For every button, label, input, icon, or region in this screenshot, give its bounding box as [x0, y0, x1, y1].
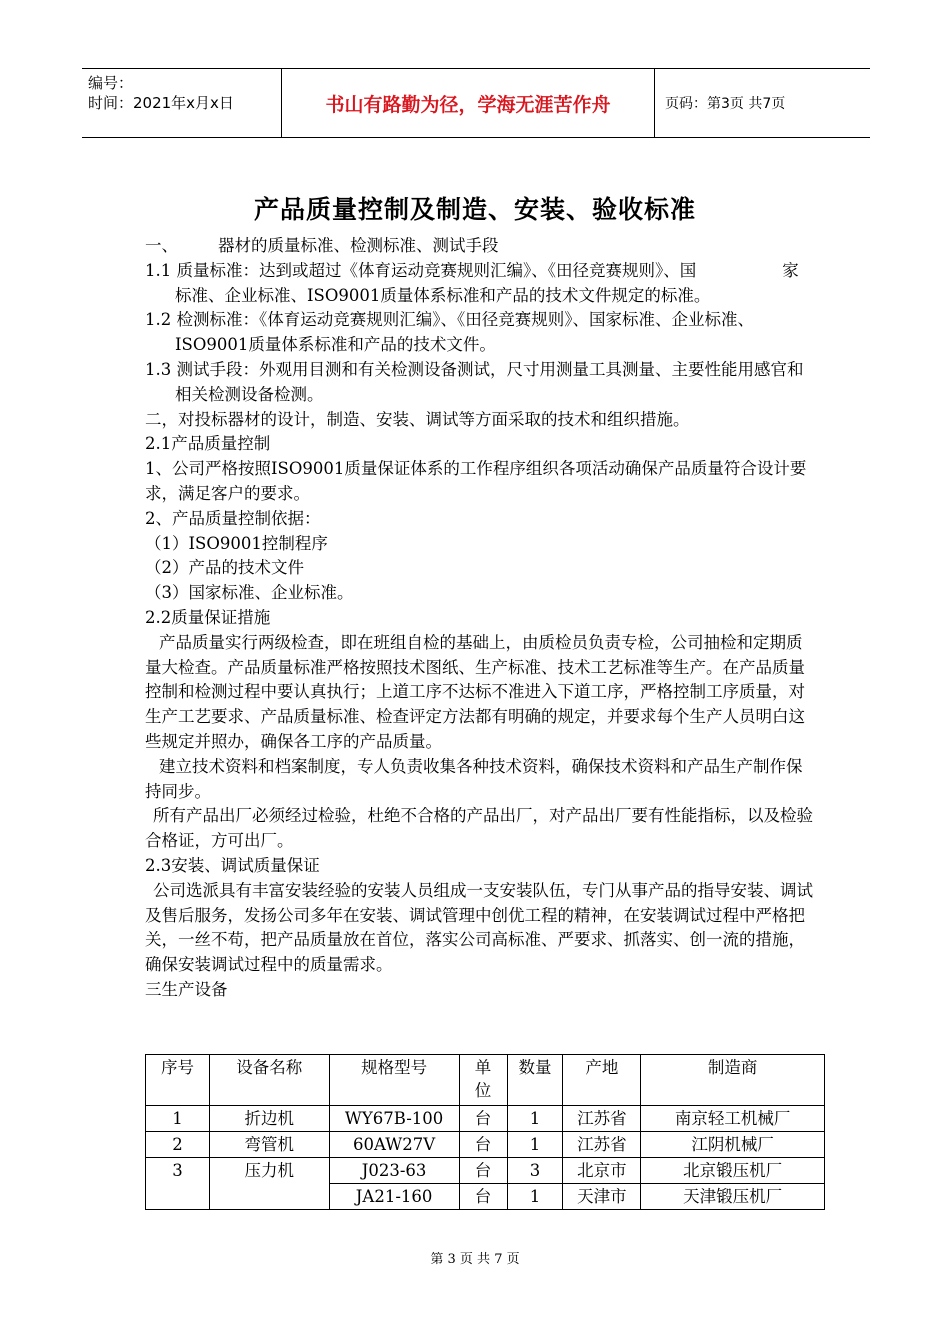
list-item: （3）国家标准、企业标准。: [145, 583, 354, 603]
equipment-table: [145, 1054, 825, 1210]
table-cell: 弯管机: [209, 1132, 329, 1158]
page-footer: 第 3 页 共 7 页: [430, 1252, 520, 1267]
paragraph-1-2: 1.2 检测标准：《体育运动竞赛规则汇编》、《田径竞赛规则》、国家标准、企业标准、ISO9001质量体系标准和产品的技术文件。: [145, 310, 754, 355]
subsection-2-1-heading: 2.1产品质量控制: [145, 434, 271, 454]
table-cell: 江苏省: [563, 1106, 641, 1132]
header-cell-maker: 制造商: [641, 1055, 825, 1106]
header-cell-model: 规格型号: [329, 1055, 459, 1106]
page-header: [82, 68, 870, 138]
section-1-heading: [145, 234, 813, 259]
paragraph-2-3-1: 公司选派具有丰富安装经验的安装人员组成一支安装队伍，专门从事产品的指导安装、调试及售后服务，发扬公司多年在安装、调试管理中创优工程的精神，在安装调试过程中严格把关，一丝不苟，把产品质量放在首位，落实公司高标准、严要求、抓落实、创一流的措施，确保安装调试过程中的质量需求。: [145, 880, 813, 975]
table-cell: 3: [146, 1158, 210, 1210]
table-header-row: [146, 1055, 825, 1106]
header-cell-quantity: 数量: [507, 1055, 563, 1106]
header-page-info: 页码：第3页 共7页: [665, 96, 786, 112]
paragraph-1-1: [145, 259, 813, 309]
paragraph-2-2-3: 所有产品出厂必须经过检验，杜绝不合格的产品出厂，对产品出厂要有性能指标，以及检验合格证，方可出厂。: [145, 806, 813, 851]
table-cell: 天津市: [563, 1184, 641, 1210]
table-cell: 60AW27V: [329, 1132, 459, 1158]
table-cell: 江苏省: [563, 1132, 641, 1158]
table-cell: 江阴机械厂: [641, 1132, 825, 1158]
table-row: [146, 1106, 825, 1132]
table-cell: JA21-160: [329, 1184, 459, 1210]
time-label: 时间：2021年x月x日: [88, 94, 234, 112]
table-cell: 台: [459, 1184, 507, 1210]
header-meta: [82, 69, 282, 137]
section-1-text: 器材的质量标准、检测标准、测试手段: [218, 236, 499, 255]
table-cell: 台: [459, 1132, 507, 1158]
table-cell: 南京轻工机械厂: [641, 1106, 825, 1132]
paragraph-1-1-part-b: 家标准、企业标准、ISO9001质量体系标准和产品的技术文件规定的标准。: [175, 260, 799, 305]
section-3-heading: 三生产设备: [145, 979, 228, 999]
paragraph-1-3: 1.3 测试手段：外观用目测和有关检测设备测试，尺寸用测量工具测量、主要性能用感官和相关检测设备检测。: [145, 359, 804, 404]
list-item: （1）ISO9001控制程序: [145, 533, 328, 553]
paragraph-2-2-2: 建立技术资料和档案制度，专人负责收集各种技术资料，确保技术资料和产品生产制作保持同步。: [145, 756, 803, 801]
header-cell-name: 设备名称: [209, 1055, 329, 1106]
paragraph-2-1-2: 2、产品质量控制依据：: [145, 508, 321, 528]
paragraph-2-1-1: 1、公司严格按照ISO9001质量保证体系的工作程序组织各项活动确保产品质量符合设计要求，满足客户的要求。: [145, 459, 807, 503]
list-item: （2）产品的技术文件: [145, 558, 304, 578]
table-cell: 台: [459, 1158, 507, 1184]
paragraph-2-2-1: 产品质量实行两级检查，即在班组自检的基础上，由质检员负责专检，公司抽检和定期质量大检查。产品质量标准严格按照技术图纸、生产标准、技术工艺标准等生产。在产品质量控制和检测过程中要认真执行；上道工序不达标不准进入下道工序，严格控制工序质量，对生产工艺要求、产品质量标准、检查评定方法都有明确的规定，并要求每个生产人员明白这些规定并照办，确保各工序的产品质量。: [145, 632, 805, 751]
table-cell: WY67B-100: [329, 1106, 459, 1132]
table-cell: 北京市: [563, 1158, 641, 1184]
header-cell-unit: 单位: [459, 1055, 507, 1106]
paragraph-1-1-part-a: 1.1 质量标准：达到或超过《体育运动竞赛规则汇编》、《田径竞赛规则》、国: [145, 260, 697, 280]
table-cell: 3: [507, 1158, 563, 1184]
table-cell: 北京锻压机厂: [641, 1158, 825, 1184]
header-cell-origin: 产地: [563, 1055, 641, 1106]
table-cell: J023-63: [329, 1158, 459, 1184]
table-cell: 台: [459, 1106, 507, 1132]
table-cell: 天津锻压机厂: [641, 1184, 825, 1210]
number-label: 编号：: [88, 74, 134, 92]
table-row: [146, 1158, 825, 1184]
header-motto: 书山有路勤为径，学海无涯苦作舟: [282, 69, 655, 137]
header-cell-index: 序号: [146, 1055, 210, 1106]
document-title: 产品质量控制及制造、安装、验收标准: [253, 195, 696, 224]
table-cell: 1: [507, 1132, 563, 1158]
section-2-heading: 二，对投标器材的设计，制造、安装、调试等方面采取的技术和组织措施。: [145, 409, 690, 429]
table-cell: 1: [507, 1184, 563, 1210]
table-cell: 折边机: [209, 1106, 329, 1132]
table-row: [146, 1132, 825, 1158]
table-cell: 1: [146, 1106, 210, 1132]
table-cell: 2: [146, 1132, 210, 1158]
subsection-2-3-heading: 2.3安装、调试质量保证: [145, 855, 320, 875]
subsection-2-2-heading: 2.2质量保证措施: [145, 607, 271, 627]
table-cell: 压力机: [209, 1158, 329, 1210]
section-1-number: 一、: [145, 236, 178, 255]
table-cell: 1: [507, 1106, 563, 1132]
document-body: [145, 234, 813, 1003]
